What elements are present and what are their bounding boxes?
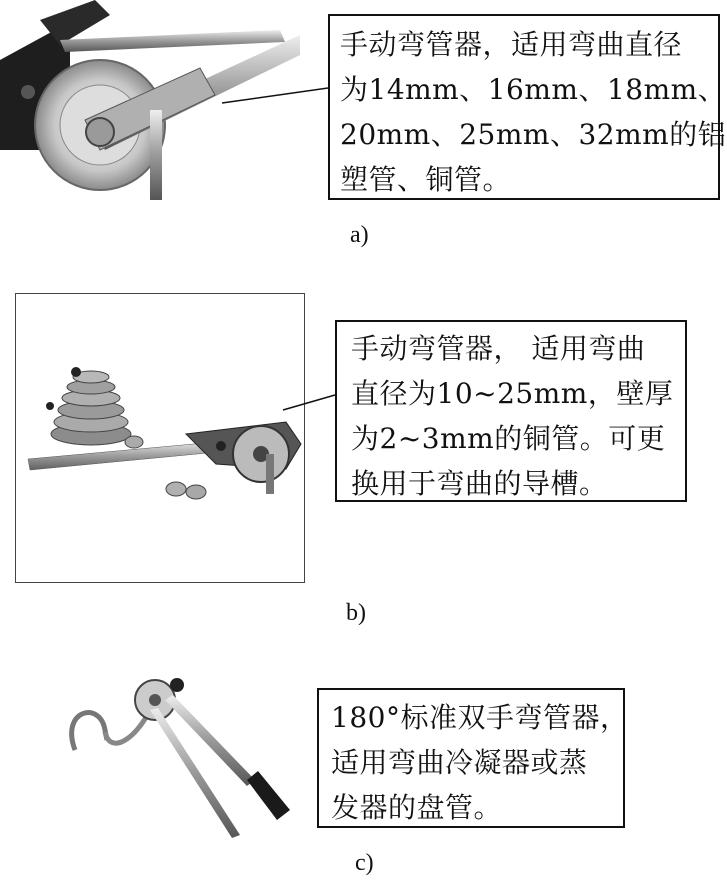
callout-line: 20mm、25mm、32mm的铝 [340, 118, 727, 151]
callout-line: 发器的盘管。 [331, 791, 503, 824]
callout-line: 换用于弯曲的导槽。 [351, 467, 608, 500]
callout-line: 塑管、铜管。 [340, 163, 512, 196]
callout-line: 适用弯曲冷凝器或蒸 [331, 746, 588, 779]
callout-line: 手动弯管器， 适用弯曲 [351, 332, 646, 365]
pipe-bender-photo-b [16, 294, 304, 582]
callout-line: 为14mm、16mm、18mm、 [340, 73, 727, 106]
caption-c: c) [355, 850, 374, 876]
pipe-bender-photo-a [0, 0, 300, 200]
callout-line: 直径为10~25mm，壁厚 [351, 377, 674, 410]
callout-box-a [328, 14, 727, 200]
callout-line: 手动弯管器，适用弯曲直径 [340, 28, 683, 61]
caption-b: b) [346, 600, 366, 626]
pipe-bender-photo-c [55, 670, 305, 840]
callout-line: 180°标准双手弯管器， [331, 701, 629, 734]
callout-box-b [335, 320, 687, 502]
callout-line: 为2~3mm的铜管。可更 [351, 422, 666, 455]
photo-frame-b [15, 293, 305, 583]
caption-a: a) [350, 222, 369, 248]
callout-box-c [317, 688, 629, 828]
